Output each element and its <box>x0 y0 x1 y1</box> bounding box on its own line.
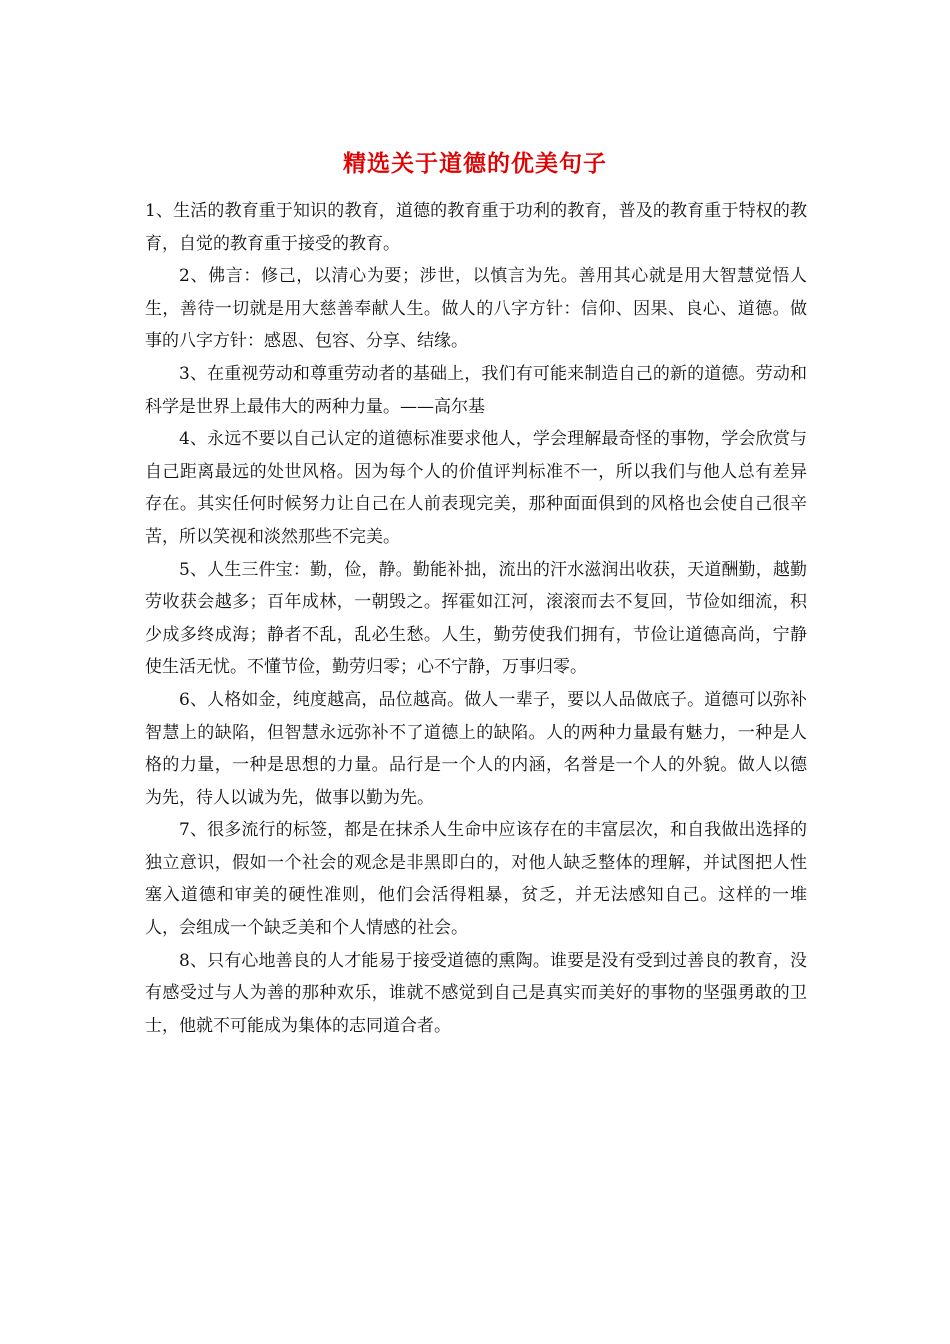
document-body <box>145 195 807 1042</box>
document-title: 精选关于道德的优美句子 <box>343 150 607 177</box>
paragraph-3: 3、在重视劳动和尊重劳动者的基础上，我们有可能来制造自己的新的道德。劳动和科学是世界上最伟大的两种力量。——高尔基 <box>145 363 807 417</box>
paragraph-6: 6、人格如金，纯度越高，品位越高。做人一辈子，要以人品做底子。道德可以弥补智慧上的缺陷，但智慧永远弥补不了道德上的缺陷。人的两种力量最有魅力，一种是人格的力量，一种是思想的力量。品行是一个人的内涵，名誉是一个人的外貌。做人以德为先，待人以诚为先，做事以勤为先。 <box>145 689 807 808</box>
paragraph-2: 2、佛言：修己，以清心为要；涉世，以慎言为先。善用其心就是用大智慧觉悟人生，善待一切就是用大慈善奉献人生。做人的八字方针：信仰、因果、良心、道德。做事的八字方针：感恩、包容、分享、结缘。 <box>145 266 807 352</box>
paragraph-8: 8、只有心地善良的人才能易于接受道德的熏陶。谁要是没有受到过善良的教育，没有感受过与人为善的那种欢乐，谁就不感觉到自己是真实而美好的事物的坚强勇敢的卫士，他就不可能成为集体的志同道合者。 <box>145 950 807 1036</box>
paragraph-5: 5、人生三件宝：勤，俭，静。勤能补拙，流出的汗水滋润出收获，天道酬勤，越勤劳收获会越多；百年成林，一朝毁之。挥霍如江河，滚滚而去不复回，节俭如细流，积少成多终成海；静者不乱，乱必生愁。人生，勤劳使我们拥有，节俭让道德高尚，宁静使生活无忧。不懂节俭，勤劳归零；心不宁静，万事归零。 <box>145 559 807 678</box>
paragraph-1: 1、生活的教育重于知识的教育，道德的教育重于功利的教育，普及的教育重于特权的教育，自觉的教育重于接受的教育。 <box>145 201 807 254</box>
paragraph-4: 4、永远不要以自己认定的道德标准要求他人，学会理解最奇怪的事物，学会欣赏与自己距离最远的处世风格。因为每个人的价值评判标准不一，所以我们与他人总有差异存在。其实任何时候努力让自己在人前表现完美，那种面面俱到的风格也会使自己很辛苦，所以笑视和淡然那些不完美。 <box>145 429 807 547</box>
paragraph-7: 7、很多流行的标签，都是在抹杀人生命中应该存在的丰富层次，和自我做出选择的独立意识，假如一个社会的观念是非黑即白的，对他人缺乏整体的理解，并试图把人性塞入道德和审美的硬性准则，他们会活得粗暴，贫乏，并无法感知自己。这样的一堆人，会组成一个缺乏美和个人情感的社会。 <box>145 820 807 939</box>
